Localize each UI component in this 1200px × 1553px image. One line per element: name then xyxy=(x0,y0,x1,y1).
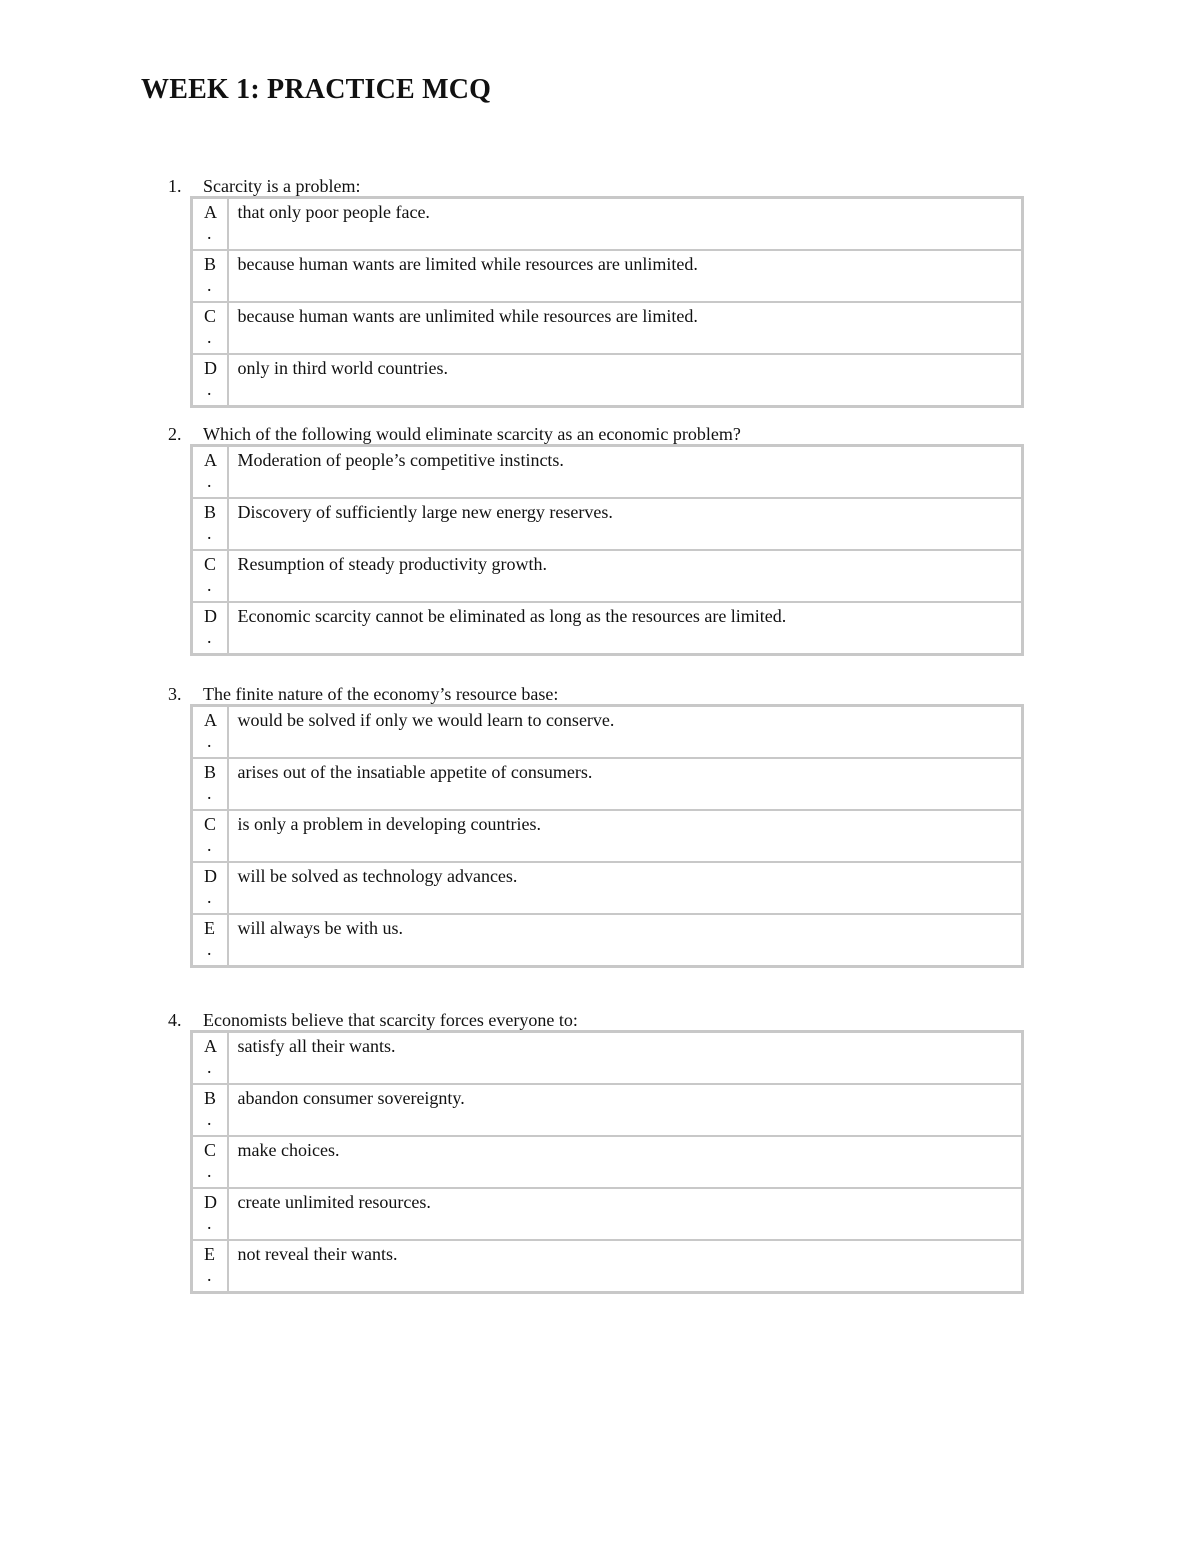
page-title: WEEK 1: PRACTICE MCQ xyxy=(141,74,492,105)
option-letter: C . xyxy=(192,1136,228,1188)
option-letter: B . xyxy=(192,758,228,810)
option-text: will be solved as technology advances. xyxy=(228,862,1023,914)
option-letter: E . xyxy=(192,1240,228,1293)
option-row[interactable] xyxy=(192,498,1023,550)
options-table xyxy=(190,444,1024,656)
option-text: create unlimited resources. xyxy=(228,1188,1023,1240)
options-table xyxy=(190,196,1024,408)
question-number: 2. xyxy=(168,424,182,444)
question-stem xyxy=(168,174,360,198)
option-letter: D . xyxy=(192,862,228,914)
option-letter: C . xyxy=(192,550,228,602)
option-row[interactable] xyxy=(192,302,1023,354)
option-text: only in third world countries. xyxy=(228,354,1023,407)
option-letter: D . xyxy=(192,1188,228,1240)
option-text: would be solved if only we would learn to conserve. xyxy=(228,706,1023,759)
option-row[interactable] xyxy=(192,354,1023,407)
option-row[interactable] xyxy=(192,446,1023,499)
option-letter: B . xyxy=(192,498,228,550)
option-row[interactable] xyxy=(192,1032,1023,1085)
option-letter: B . xyxy=(192,250,228,302)
option-text: arises out of the insatiable appetite of consumers. xyxy=(228,758,1023,810)
option-letter: C . xyxy=(192,810,228,862)
option-row[interactable] xyxy=(192,1240,1023,1293)
option-letter: B . xyxy=(192,1084,228,1136)
option-text: not reveal their wants. xyxy=(228,1240,1023,1293)
option-text: satisfy all their wants. xyxy=(228,1032,1023,1085)
question-text: Scarcity is a problem: xyxy=(203,176,361,196)
question-number: 4. xyxy=(168,1010,182,1030)
option-row[interactable] xyxy=(192,198,1023,251)
option-text: is only a problem in developing countries. xyxy=(228,810,1023,862)
option-letter: A . xyxy=(192,198,228,251)
options-table xyxy=(190,1030,1024,1294)
option-text: Resumption of steady productivity growth. xyxy=(228,550,1023,602)
option-text: abandon consumer sovereignty. xyxy=(228,1084,1023,1136)
option-letter: C . xyxy=(192,302,228,354)
options-table xyxy=(190,704,1024,968)
option-text: Moderation of people’s competitive instincts. xyxy=(228,446,1023,499)
option-row[interactable] xyxy=(192,810,1023,862)
option-row[interactable] xyxy=(192,1084,1023,1136)
option-text: make choices. xyxy=(228,1136,1023,1188)
option-row[interactable] xyxy=(192,1136,1023,1188)
option-row[interactable] xyxy=(192,550,1023,602)
option-text: that only poor people face. xyxy=(228,198,1023,251)
question-text: Which of the following would eliminate scarcity as an economic problem? xyxy=(203,424,741,444)
option-letter: A . xyxy=(192,1032,228,1085)
question-number: 3. xyxy=(168,684,182,704)
question-stem xyxy=(168,682,558,706)
option-letter: A . xyxy=(192,446,228,499)
option-text: Discovery of sufficiently large new energy reserves. xyxy=(228,498,1023,550)
option-letter: D . xyxy=(192,602,228,655)
option-text: because human wants are unlimited while resources are limited. xyxy=(228,302,1023,354)
option-letter: D . xyxy=(192,354,228,407)
question-text: Economists believe that scarcity forces everyone to: xyxy=(203,1010,578,1030)
option-letter: A . xyxy=(192,706,228,759)
option-row[interactable] xyxy=(192,250,1023,302)
option-row[interactable] xyxy=(192,862,1023,914)
option-row[interactable] xyxy=(192,1188,1023,1240)
option-row[interactable] xyxy=(192,758,1023,810)
question-stem xyxy=(168,1008,578,1032)
question-stem xyxy=(168,422,741,446)
question-text: The finite nature of the economy’s resource base: xyxy=(203,684,559,704)
option-row[interactable] xyxy=(192,914,1023,967)
option-text: because human wants are limited while resources are unlimited. xyxy=(228,250,1023,302)
option-row[interactable] xyxy=(192,602,1023,655)
option-letter: E . xyxy=(192,914,228,967)
option-text: will always be with us. xyxy=(228,914,1023,967)
option-text: Economic scarcity cannot be eliminated as long as the resources are limited. xyxy=(228,602,1023,655)
question-number: 1. xyxy=(168,176,182,196)
option-row[interactable] xyxy=(192,706,1023,759)
